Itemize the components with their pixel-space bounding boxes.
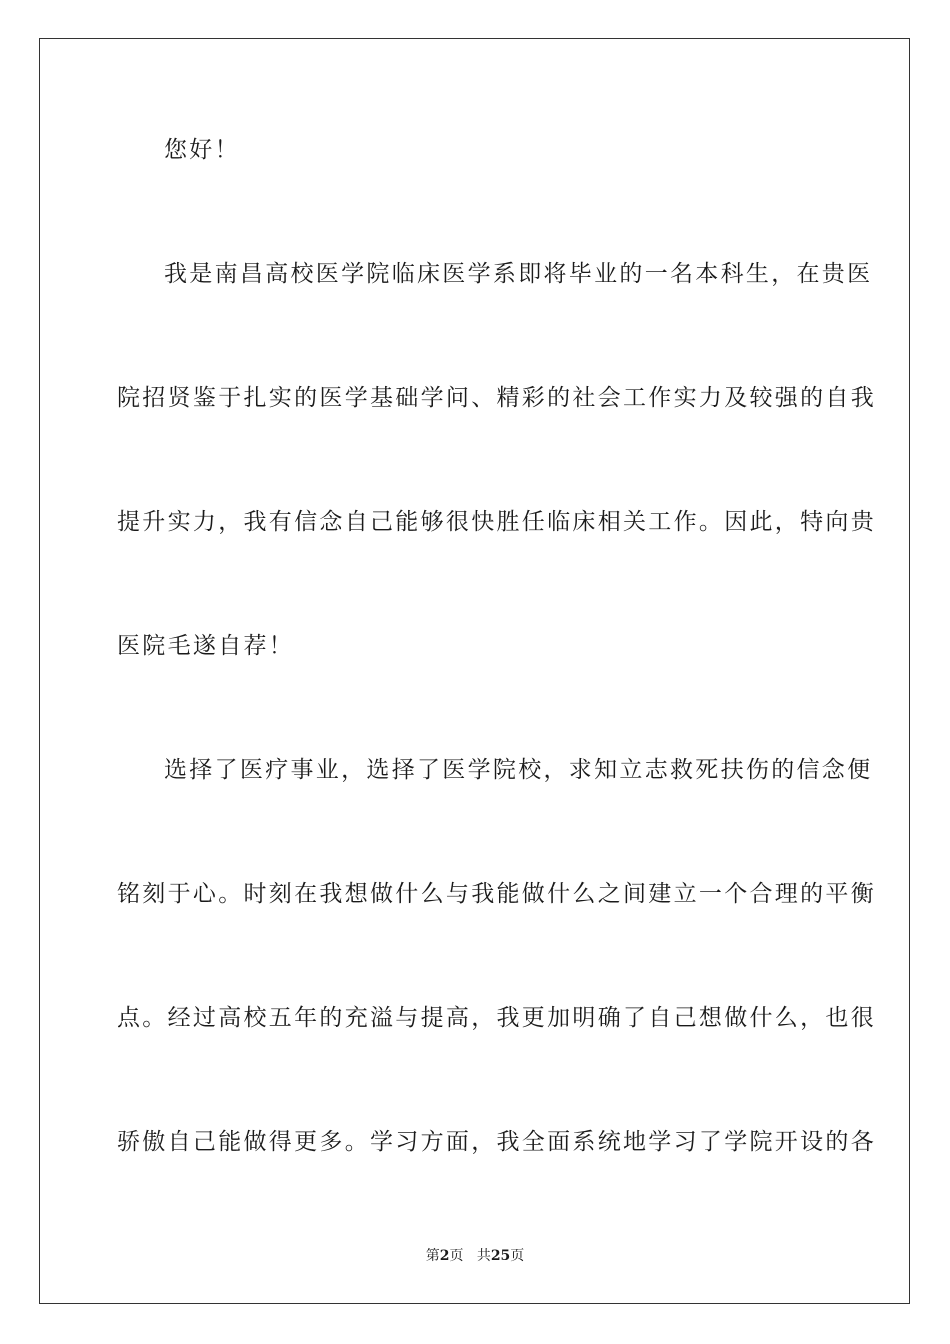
total-suffix: 页 — [510, 1248, 525, 1264]
page-number: 2 — [439, 1248, 450, 1264]
paragraph-1-line-3: 提升实力，我有信念自己能够很快胜任临床相关工作。因此，特向贵 — [117, 509, 876, 535]
page-suffix: 页 — [449, 1248, 464, 1264]
paragraph-2-line-1: 选择了医疗事业，选择了医学院校，求知立志救死扶伤的信念便 — [164, 757, 873, 783]
total-pages: 25 — [490, 1248, 511, 1264]
page-footer — [0, 1247, 950, 1265]
greeting-line: 您好！ — [164, 137, 240, 163]
page-frame — [39, 38, 910, 1304]
paragraph-2-line-4: 骄傲自己能做得更多。学习方面，我全面系统地学习了学院开设的各 — [117, 1129, 876, 1155]
paragraph-2-line-2: 铭刻于心。时刻在我想做什么与我能做什么之间建立一个合理的平衡 — [117, 881, 876, 907]
page-prefix: 第 — [425, 1248, 440, 1264]
paragraph-2-line-3: 点。经过高校五年的充溢与提高，我更加明确了自己想做什么，也很 — [117, 1005, 876, 1031]
total-prefix: 共 — [476, 1248, 491, 1264]
paragraph-1-line-1: 我是南昌高校医学院临床医学系即将毕业的一名本科生，在贵医 — [164, 261, 873, 287]
paragraph-1-line-4: 医院毛遂自荐！ — [117, 633, 295, 659]
paragraph-1-line-2: 院招贤鉴于扎实的医学基础学问、精彩的社会工作实力及较强的自我 — [117, 385, 876, 411]
